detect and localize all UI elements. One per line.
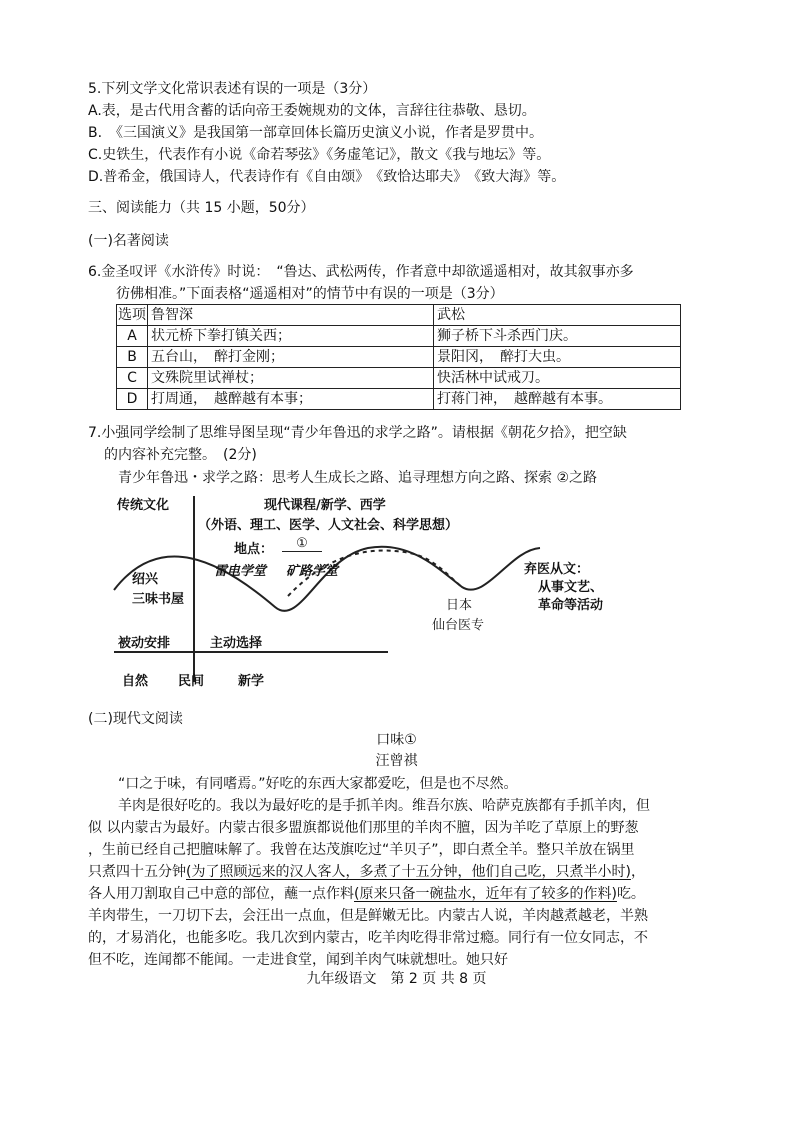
section-heading: 三、阅读能力（共 15 小题，50分）: [88, 200, 315, 216]
q5-option-b: B. 《三国演义》是我国第一部章回体长篇历史演义小说，作者是罗贯中。: [88, 125, 544, 141]
table-cell: 状元桥下拳打镇关西；: [148, 326, 434, 347]
essay-text: 吃。: [616, 886, 645, 902]
label-active: 主动选择: [210, 636, 263, 651]
label-traditional-culture: 传统文化: [117, 498, 170, 513]
q5-option-a: A.表，是古代用含蓄的话向帝王委婉规劝的文体，言辞往往恭敬、恳切。: [88, 103, 536, 119]
mindmap-diagram: [110, 490, 630, 690]
q5-stem: 5.下列文学文化常识表述有误的一项是（3分）: [88, 81, 377, 97]
essay-line: 的，才易消化，也能多吃。我几次到内蒙古，吃羊肉吃得非常过瘾。同行有一位女同志，不: [88, 930, 648, 946]
table-cell: B: [117, 347, 148, 368]
label-modern-courses: 现代课程/新学、西学: [264, 498, 386, 513]
q5-option-c: C.史铁生，代表作有小说《命若琴弦》《务虚笔记》，散文《我与地坛》等。: [88, 147, 551, 163]
essay-line: [88, 861, 714, 883]
table-header-cell: 武松: [434, 305, 681, 326]
table-row: [117, 368, 681, 389]
label-sendai-medical: 仙台医专: [432, 618, 485, 633]
underlined-note: (原来只备一碗盐水，近年有了较多的作料): [354, 886, 617, 902]
table-cell: 景阳冈， 醉打大虫。: [434, 347, 681, 368]
q5-option-d: D.普希金，俄国诗人，代表诗作有《自由颂》 《致恰达耶夫》 《致大海》等。: [88, 169, 566, 185]
essay-line: 似 以内蒙古为最好。内蒙古很多盟旗都说他们那里的羊肉不膻，因为羊吃了草原上的野葱: [88, 820, 639, 836]
axis-label-nature: 自然: [122, 674, 149, 689]
table-row: [117, 347, 681, 368]
label-literary-work: 从事文艺、: [538, 580, 604, 595]
label-sanwei-shuwu: 三味书屋: [132, 592, 185, 607]
essay-paragraph-1: [88, 773, 714, 971]
essay-line: 羊肉带生，一刀切下去，会汪出一点血，但是鲜嫩无比。内蒙古人说，羊肉越煮越老，半熟: [88, 908, 648, 924]
subsection-heading: (一)名著阅读: [88, 233, 169, 249]
q6-stem-line2: 彷佛相准。”下面表格“遥遥相对”的情节中有误的一项是（3分）: [116, 286, 504, 302]
axis-label-folk: 民间: [178, 674, 205, 689]
q7-stem-line2: 的内容补充完整。 (2分): [104, 447, 257, 463]
label-school-leidian: 雷电学堂: [214, 564, 267, 579]
table-cell: 打蒋门神， 越醉越有本事。: [434, 389, 681, 410]
essay-author: 汪曾祺: [375, 753, 418, 769]
table-row: [117, 326, 681, 347]
q6-stem-line1: 6.金圣叹评《水浒传》时说： “鲁达、武松两传，作者意中却欲遥遥相对，故其叙事亦多: [88, 264, 634, 280]
label-shaoxing: 绍兴: [132, 572, 159, 587]
table-header-row: [117, 305, 681, 326]
label-revolution: 革命等活动: [538, 598, 604, 613]
blank-1: ①: [282, 536, 322, 552]
axis-label-new-learning: 新学: [238, 674, 265, 689]
label-japan: 日本: [446, 598, 473, 613]
table-cell: 狮子桥下斗杀西门庆。: [434, 326, 681, 347]
q7-stem-line1: 7.小强同学绘制了思维导图呈现“青少年鲁迅的求学之路”。请根据《朝花夕拾》，把空缺: [88, 425, 627, 441]
page-footer: 九年级语文 第 2 页 共 8 页: [306, 971, 487, 987]
table-header-cell: 鲁智深: [148, 305, 434, 326]
label-quit-medicine: 弃医从文：: [524, 562, 590, 577]
essay-text: 只煮四十五分钟: [88, 864, 186, 880]
table-cell: C: [117, 368, 148, 389]
q6-table: [116, 304, 681, 410]
table-cell: 文殊院里试禅杖；: [148, 368, 434, 389]
table-cell: 打周通， 越醉越有本事；: [148, 389, 434, 410]
label-modern-subjects: （外语、理工、医学、人文社会、科学思想）: [198, 518, 459, 533]
table-cell: A: [117, 326, 148, 347]
essay-text: ，: [630, 864, 645, 880]
essay-line: “口之于味，有同嗜焉。”好吃的东西大家都爱吃，但是也不尽然。: [118, 776, 518, 792]
label-school-kuanglu: 矿路学堂: [286, 564, 339, 579]
table-cell: 快活林中试戒刀。: [434, 368, 681, 389]
essay-line: 羊肉是很好吃的。我以为最好吃的是手抓羊肉。维吾尔族、哈萨克族都有手抓羊肉，但: [118, 798, 650, 814]
essay-text: 各人用刀割取自己中意的部位，蘸一点作料: [88, 886, 354, 902]
table-header-cell: 选项: [117, 305, 148, 326]
subsection-heading: (二)现代文阅读: [88, 711, 183, 727]
essay-line: 但不吃，连闻都不能闻。一走进食堂，闻到羊肉气味就想吐。她只好: [88, 952, 508, 968]
table-cell: 五台山， 醉打金刚；: [148, 347, 434, 368]
mindmap-title: 青少年鲁迅・求学之路：思考人生成长之路、追寻理想方向之路、探索 ②之路: [118, 470, 597, 486]
label-place: 地点：: [234, 542, 274, 557]
table-row: [117, 389, 681, 410]
label-passive: 被动安排: [118, 636, 171, 651]
essay-title: 口味①: [376, 732, 417, 748]
essay-line: [88, 883, 714, 905]
table-cell: D: [117, 389, 148, 410]
underlined-note: (为了照顾远来的汉人客人，多煮了十五分钟，他们自己吃，只煮半小时): [186, 864, 631, 880]
essay-line: ，生前已经自己把膻味解了。我曾在达茂旗吃过“羊贝子”，即白煮全羊。整只羊放在锅里: [88, 842, 635, 858]
